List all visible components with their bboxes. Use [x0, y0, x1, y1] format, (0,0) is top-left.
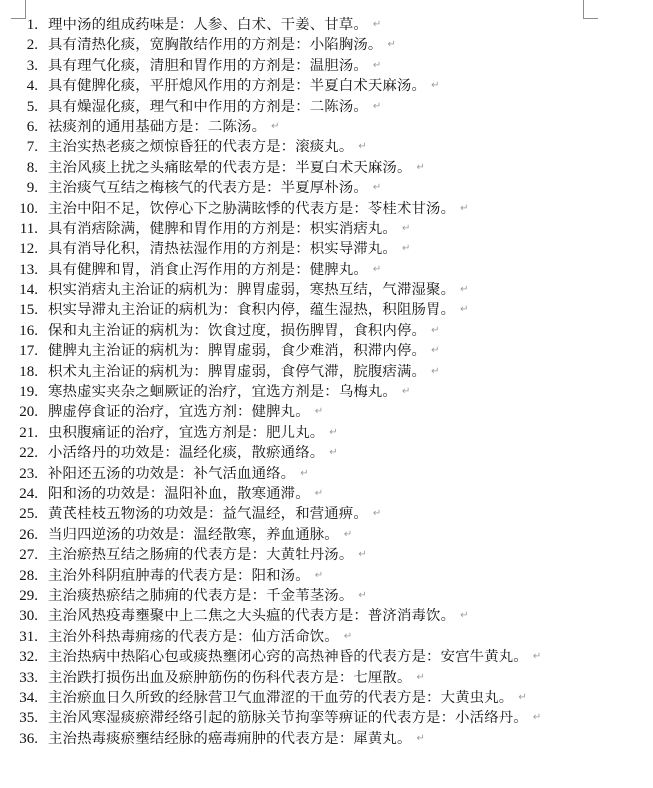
- item-number: 35.: [19, 710, 38, 727]
- item-number: 33.: [19, 669, 38, 686]
- list-item: [0, 280, 653, 300]
- return-arrow-icon: ↵: [343, 630, 353, 642]
- item-text: 具有清热化痰，宽胸散结作用的方剂是：小陷胸汤。: [48, 37, 383, 54]
- list-item: [0, 443, 653, 463]
- return-arrow-icon: ↵: [372, 100, 382, 112]
- return-arrow-icon: ↵: [460, 202, 469, 214]
- item-number: 3.: [26, 57, 38, 74]
- list-item: [0, 158, 653, 178]
- item-number: 15.: [19, 302, 38, 319]
- return-arrow-icon: ↵: [532, 651, 542, 663]
- list-item: [0, 382, 653, 402]
- return-arrow-icon: ↵: [416, 161, 425, 173]
- item-number: 21.: [19, 424, 38, 441]
- return-arrow-icon: ↵: [401, 386, 411, 398]
- item-text: 当归四逆汤的功效是：温经散寒，养血通脉。: [48, 526, 339, 543]
- return-arrow-icon: ↵: [460, 304, 469, 316]
- item-number: 27.: [19, 547, 38, 564]
- return-arrow-icon: ↵: [329, 447, 338, 459]
- item-number: 8.: [26, 159, 38, 176]
- return-arrow-icon: ↵: [358, 141, 367, 153]
- item-text: 主治中阳不足，饮停心下之胁满眩悸的代表方是：苓桂术甘汤。: [48, 200, 456, 217]
- item-text: 主治风寒湿痰瘀滞经络引起的筋脉关节拘挛等痹证的代表方是：小活络丹。: [48, 710, 528, 727]
- item-text: 具有健脾和胃，消食止泻作用的方剂是：健脾丸。: [48, 261, 368, 278]
- list-item: [0, 402, 653, 422]
- item-text: 具有消痞除满，健脾和胃作用的方剂是：枳实消痞丸。: [48, 220, 397, 237]
- item-number: 30.: [19, 608, 38, 625]
- item-number: 18.: [19, 363, 38, 380]
- list-item: [0, 362, 653, 382]
- list-item: [0, 56, 653, 76]
- return-arrow-icon: ↵: [372, 508, 382, 520]
- item-text: 主治瘀血日久所致的经脉营卫气血滞涩的干血劳的代表方是：大黄虫丸。: [48, 689, 514, 706]
- return-arrow-icon: ↵: [431, 365, 440, 377]
- return-arrow-icon: ↵: [314, 487, 324, 499]
- item-text: 主治实热老痰之烦惊昏狂的代表方是：滚痰丸。: [48, 139, 354, 156]
- item-number: 34.: [19, 689, 38, 706]
- return-arrow-icon: ↵: [460, 284, 469, 296]
- item-number: 17.: [19, 343, 38, 360]
- item-number: 20.: [19, 404, 38, 421]
- item-text: 理中汤的组成药味是：人参、白术、干姜、甘草。: [48, 17, 368, 33]
- return-arrow-icon: ↵: [401, 222, 411, 234]
- list-item: [0, 117, 653, 137]
- item-number: 29.: [19, 587, 38, 604]
- item-text: 祛痰剂的通用基础方是：二陈汤。: [48, 118, 267, 135]
- item-text: 黄芪桂枝五物汤的功效是：益气温经，和营通痹。: [48, 506, 368, 523]
- item-number: 4.: [26, 78, 38, 95]
- return-arrow-icon: ↵: [401, 243, 411, 255]
- item-text: 主治风热疫毒壅聚中上二焦之大头瘟的代表方是：普济消毒饮。: [48, 608, 456, 625]
- item-text: 健脾丸主治证的病机为：脾胃虚弱，食少难消，积滞内停。: [48, 343, 427, 360]
- item-number: 11.: [19, 220, 38, 237]
- return-arrow-icon: ↵: [343, 528, 353, 540]
- item-number: 23.: [19, 465, 38, 482]
- list-item: [0, 627, 653, 647]
- return-arrow-icon: ↵: [372, 59, 382, 71]
- return-arrow-icon: ↵: [300, 467, 309, 479]
- return-arrow-icon: ↵: [358, 549, 367, 561]
- list-item: [0, 525, 653, 545]
- list-item: [0, 35, 653, 55]
- item-text: 具有理气化痰，清胆和胃作用的方剂是：温胆汤。: [48, 57, 368, 74]
- list-item: [0, 708, 653, 728]
- item-text: 小活络丹的功效是：温经化痰，散瘀通络。: [48, 445, 325, 462]
- return-arrow-icon: ↵: [431, 345, 440, 357]
- item-number: 2.: [26, 37, 38, 54]
- return-arrow-icon: ↵: [372, 263, 382, 275]
- item-number: 22.: [19, 445, 38, 462]
- item-text: 主治热毒痰瘀壅结经脉的癌毒痈肿的代表方是：犀黄丸。: [48, 730, 412, 747]
- list-item: [0, 76, 653, 96]
- list-item: [0, 300, 653, 320]
- list-item: [0, 688, 653, 708]
- item-number: 31.: [19, 628, 38, 645]
- item-text: 虫积腹痛证的治疗，宜选方剂是：肥儿丸。: [48, 424, 325, 441]
- list-item: [0, 545, 653, 565]
- return-arrow-icon: ↵: [532, 712, 542, 724]
- list-item: [0, 504, 653, 524]
- item-number: 26.: [19, 526, 38, 543]
- list-item: [0, 647, 653, 667]
- item-number: 1.: [26, 17, 38, 33]
- list-item: [0, 566, 653, 586]
- list-item: [0, 178, 653, 198]
- item-number: 7.: [26, 139, 38, 156]
- return-arrow-icon: ↵: [358, 589, 367, 601]
- item-text: 寒热虚实夹杂之蛔厥证的治疗，宜选方剂是：乌梅丸。: [48, 384, 397, 401]
- item-text: 阳和汤的功效是：温阳补血，散寒通滞。: [48, 485, 310, 502]
- item-number: 36.: [19, 730, 38, 747]
- list-item: [0, 199, 653, 219]
- list-item: [0, 15, 653, 35]
- item-number: 25.: [19, 506, 38, 523]
- item-text: 补阳还五汤的功效是：补气活血通络。: [48, 465, 296, 482]
- list-item: [0, 219, 653, 239]
- list-item: [0, 729, 653, 749]
- item-number: 24.: [19, 485, 38, 502]
- return-arrow-icon: ↵: [387, 39, 396, 51]
- list-item: [0, 321, 653, 341]
- item-text: 枳术丸主治证的病机为：脾胃虚弱，食停气滞，脘腹痞满。: [48, 363, 427, 380]
- list-item: [0, 260, 653, 280]
- list-item: [0, 423, 653, 443]
- item-number: 13.: [19, 261, 38, 278]
- return-arrow-icon: ↵: [431, 80, 440, 92]
- list-item: [0, 464, 653, 484]
- item-text: 保和丸主治证的病机为：饮食过度，损伤脾胃，食积内停。: [48, 322, 427, 339]
- item-text: 主治痰热瘀结之肺痈的代表方是：千金苇茎汤。: [48, 587, 354, 604]
- item-text: 主治痰气互结之梅核气的代表方是：半夏厚朴汤。: [48, 180, 368, 197]
- item-text: 主治瘀热互结之肠痈的代表方是：大黄牡丹汤。: [48, 547, 354, 564]
- item-text: 主治跌打损伤出血及瘀肿筋伤的伤科代表方是：七厘散。: [48, 669, 412, 686]
- return-arrow-icon: ↵: [416, 732, 425, 744]
- return-arrow-icon: ↵: [460, 610, 469, 622]
- item-text: 具有健脾化痰，平肝熄风作用的方剂是：半夏白术天麻汤。: [48, 78, 427, 95]
- item-number: 5.: [26, 98, 38, 115]
- list-item: [0, 586, 653, 606]
- return-arrow-icon: ↵: [329, 426, 338, 438]
- item-text: 枳实导滞丸主治证的病机为：食积内停，蕴生湿热，积阻肠胃。: [48, 302, 456, 319]
- numbered-list: [0, 15, 653, 749]
- item-number: 16.: [19, 322, 38, 339]
- return-arrow-icon: ↵: [314, 406, 324, 418]
- item-number: 28.: [19, 567, 38, 584]
- list-item: [0, 484, 653, 504]
- return-arrow-icon: ↵: [271, 120, 280, 132]
- list-item: [0, 239, 653, 259]
- item-number: 9.: [26, 180, 38, 197]
- item-number: 10.: [19, 200, 38, 217]
- item-number: 6.: [26, 118, 38, 135]
- item-number: 32.: [19, 649, 38, 666]
- item-text: 枳实消痞丸主治证的病机为：脾胃虚弱，寒热互结，气滞湿聚。: [48, 282, 456, 299]
- return-arrow-icon: ↵: [372, 19, 382, 30]
- list-item: [0, 341, 653, 361]
- return-arrow-icon: ↵: [372, 182, 382, 194]
- item-text: 具有消导化积，清热祛湿作用的方剂是：枳实导滞丸。: [48, 241, 397, 258]
- item-number: 12.: [19, 241, 38, 258]
- return-arrow-icon: ↵: [314, 569, 324, 581]
- item-number: 14.: [19, 282, 38, 299]
- item-text: 脾虚停食证的治疗，宜选方剂：健脾丸。: [48, 404, 310, 421]
- item-text: 主治外科热毒痈疡的代表方是：仙方活命饮。: [48, 628, 339, 645]
- item-text: 具有燥湿化痰，理气和中作用的方剂是：二陈汤。: [48, 98, 368, 115]
- item-text: 主治风痰上扰之头痛眩晕的代表方是：半夏白术天麻汤。: [48, 159, 412, 176]
- return-arrow-icon: ↵: [518, 691, 527, 703]
- item-number: 19.: [19, 384, 38, 401]
- item-text: 主治热病中热陷心包或痰热壅闭心窍的高热神昏的代表方是：安宫牛黄丸。: [48, 649, 528, 666]
- return-arrow-icon: ↵: [431, 324, 440, 336]
- list-item: [0, 668, 653, 688]
- list-item: [0, 137, 653, 157]
- return-arrow-icon: ↵: [416, 671, 425, 683]
- list-item: [0, 606, 653, 626]
- list-item: [0, 97, 653, 117]
- item-text: 主治外科阴疽肿毒的代表方是：阳和汤。: [48, 567, 310, 584]
